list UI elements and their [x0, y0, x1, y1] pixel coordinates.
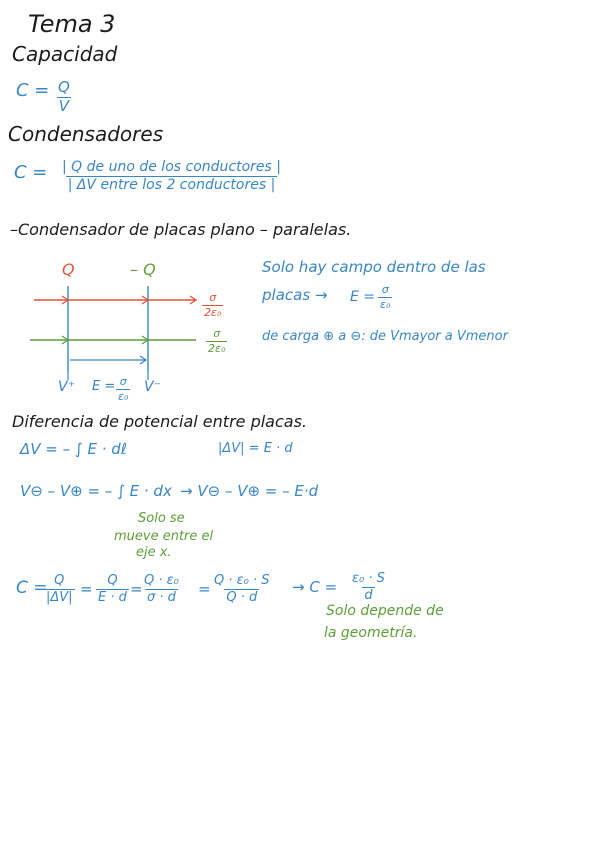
final-f3-num: Q · ε₀	[144, 573, 179, 588]
note-e-den: ε₀	[380, 297, 391, 311]
e-field-den: ε₀	[118, 389, 129, 403]
charge-negative-label: – Q	[130, 260, 156, 279]
final-f1-den: |ΔV|	[46, 589, 73, 605]
green-field-den: 2ε₀	[208, 341, 226, 355]
final-f5-num: ε₀ · S	[352, 571, 385, 586]
e-field-fraction	[116, 376, 130, 402]
final-frac-1	[44, 574, 75, 604]
charge-positive-label: Q	[62, 260, 75, 279]
e-field-num: σ	[119, 375, 127, 388]
green-field-num: σ	[213, 327, 221, 340]
capacidad-den: V	[58, 96, 70, 115]
capacidad-heading: Capacidad	[12, 42, 118, 66]
final-note-1: Solo depende de	[326, 603, 444, 619]
final-eq-2: =	[130, 580, 143, 598]
final-arrow: → C =	[292, 578, 338, 596]
final-c-lhs: C =	[16, 578, 48, 598]
final-frac-5	[350, 572, 387, 602]
final-eq-3: =	[198, 580, 211, 598]
diferencia-eq1b: |ΔV| = E · d	[218, 441, 293, 456]
diferencia-eq2: V⊖ – V⊕ = – ∫ E · dx	[20, 482, 172, 500]
diferencia-eq1: ΔV = – ∫ E · dℓ	[20, 440, 127, 458]
green-field-fraction	[206, 328, 227, 354]
final-eq-1: =	[80, 580, 93, 598]
capacidad-num: Q	[58, 78, 70, 96]
note-e-fraction	[378, 284, 392, 310]
page-title: Tema 3	[28, 10, 116, 38]
diferencia-heading: Diferencia de potencial entre placas.	[12, 412, 307, 431]
red-field-num: σ	[209, 291, 217, 304]
condensadores-num: | Q de uno de los conductores |	[62, 159, 281, 175]
note-line-3: de carga ⊕ a ⊖: de Vmayor a Vmenor	[262, 329, 508, 344]
red-field-den: 2ε₀	[204, 305, 222, 319]
final-f2-num: Q	[107, 573, 118, 588]
final-frac-3	[142, 574, 181, 604]
red-field-fraction	[202, 292, 223, 318]
final-f4-den: Q · d	[226, 589, 258, 605]
note-e-lhs: E =	[350, 289, 376, 305]
final-note-2: la geometría.	[324, 625, 418, 641]
final-f2-den: E · d	[98, 589, 127, 605]
final-f5-den: d	[364, 587, 373, 603]
capacidad-lhs: C =	[16, 80, 50, 101]
placas-heading: –Condensador de placas plano – paralelas.	[10, 220, 352, 239]
diferencia-note-2: mueve entre el	[114, 529, 214, 544]
condensadores-heading: Condensadores	[8, 122, 164, 146]
note-e-num: σ	[381, 283, 389, 296]
diferencia-note-1: Solo se	[138, 511, 185, 526]
final-f1-num: Q	[54, 573, 65, 588]
final-frac-2	[96, 574, 129, 604]
condensadores-lhs: C =	[14, 162, 48, 183]
v-plus-label: V⁺	[58, 379, 75, 395]
diferencia-note-3: eje x.	[136, 545, 172, 560]
final-f4-num: Q · ε₀ · S	[214, 573, 270, 588]
final-f3-den: σ · d	[146, 589, 176, 605]
v-minus-label: V⁻	[144, 379, 161, 395]
diferencia-eq2b: → V⊖ – V⊕ = – E·d	[180, 482, 319, 500]
final-frac-4	[212, 574, 272, 604]
note-line-2: placas →	[262, 286, 328, 304]
condensadores-den: | ΔV entre los 2 conductores |	[67, 176, 276, 193]
note-line-1: Solo hay campo dentro de las	[262, 258, 486, 276]
e-field-label: E =	[92, 379, 116, 394]
